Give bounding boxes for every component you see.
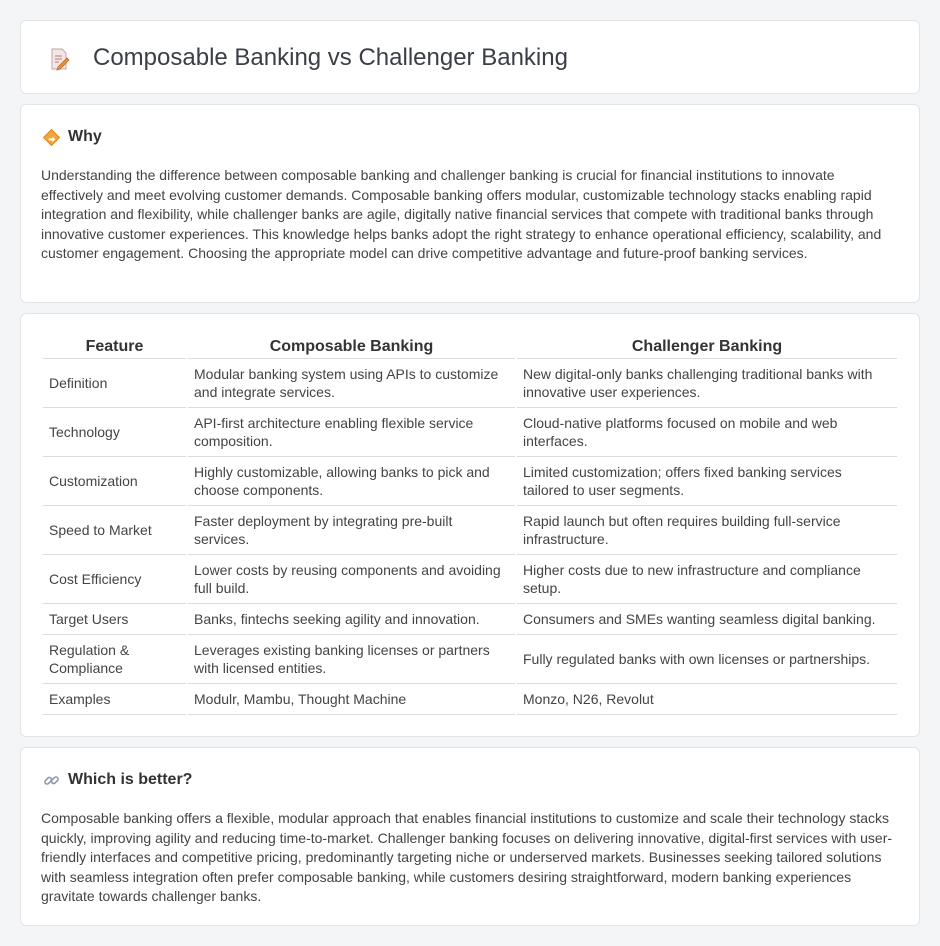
feature-cell: Examples [43, 684, 186, 715]
composable-cell: Modulr, Mambu, Thought Machine [188, 684, 515, 715]
composable-cell: API-first architecture enabling flexible service composition. [188, 408, 515, 457]
table-row [43, 635, 897, 684]
which-better-section [20, 747, 920, 926]
challenger-cell: New digital-only banks challenging traditional banks with innovative user experiences. [517, 359, 897, 408]
table-row [43, 506, 897, 555]
feature-cell: Regulation & Compliance [43, 635, 186, 684]
title-card [20, 20, 920, 94]
challenger-cell: Monzo, N26, Revolut [517, 684, 897, 715]
header-challenger: Challenger Banking [517, 334, 897, 359]
table-row [43, 555, 897, 604]
why-heading-label: Why [68, 128, 102, 145]
composable-cell: Banks, fintechs seeking agility and innovation. [188, 604, 515, 635]
composable-cell: Modular banking system using APIs to customize and integrate services. [188, 359, 515, 408]
better-heading-label: Which is better? [68, 771, 193, 788]
table-row [43, 604, 897, 635]
better-heading [43, 771, 192, 789]
feature-cell: Definition [43, 359, 186, 408]
table-row [43, 408, 897, 457]
comparison-table [41, 334, 899, 715]
feature-cell: Technology [43, 408, 186, 457]
header-composable: Composable Banking [188, 334, 515, 359]
challenger-cell: Fully regulated banks with own licenses or partnerships. [517, 635, 897, 684]
challenger-cell: Limited customization; offers fixed banking services tailored to user segments. [517, 457, 897, 506]
challenger-cell: Rapid launch but often requires building full-service infrastructure. [517, 506, 897, 555]
diamond-arrow-icon [43, 129, 60, 146]
composable-cell: Faster deployment by integrating pre-built services. [188, 506, 515, 555]
feature-cell: Target Users [43, 604, 186, 635]
why-section [20, 104, 920, 303]
comparison-card [20, 313, 920, 737]
challenger-cell: Consumers and SMEs wanting seamless digital banking. [517, 604, 897, 635]
feature-cell: Customization [43, 457, 186, 506]
page-title: Composable Banking vs Challenger Banking [93, 44, 568, 71]
table-row [43, 684, 897, 715]
feature-cell: Speed to Market [43, 506, 186, 555]
feature-cell: Cost Efficiency [43, 555, 186, 604]
challenger-cell: Cloud-native platforms focused on mobile and web interfaces. [517, 408, 897, 457]
document-pencil-icon [47, 47, 71, 71]
composable-cell: Highly customizable, allowing banks to pick and choose components. [188, 457, 515, 506]
header-feature: Feature [43, 334, 186, 359]
why-text: Understanding the difference between composable banking and challenger banking is crucial for financial institutions to innovate effectively and meet evolving customer demands. Composable banking offers modular, customizable technology stacks enabling rapid integration and flexibility, while challenger banks are agile, digitally native financial services that compete with traditional banks through innovative customer experiences. This knowledge helps banks adopt the right strategy to enhance operational efficiency, scalability, and customer engagement. Choosing the appropriate model can drive competitive advantage and future-proof banking services. [41, 167, 882, 261]
table-header-row [43, 334, 897, 359]
composable-cell: Lower costs by reusing components and avoiding full build. [188, 555, 515, 604]
why-heading [43, 128, 102, 146]
table-row [43, 457, 897, 506]
challenger-cell: Higher costs due to new infrastructure and compliance setup. [517, 555, 897, 604]
link-icon [43, 772, 60, 789]
better-text: Composable banking offers a flexible, modular approach that enables financial institutions to customize and scale their technology stacks quickly, improving agility and reducing time-to-market. Challenger banking focuses on delivering innovative, digital-first services with user-friendly interfaces and competitive pricing, predominantly targeting niche or underserved markets. Businesses seeking tailored solutions with seamless integration often prefer composable banking, while customers desiring straightforward, modern banking experiences gravitate towards challenger banks. [41, 810, 893, 904]
table-row [43, 359, 897, 408]
composable-cell: Leverages existing banking licenses or partners with licensed entities. [188, 635, 515, 684]
